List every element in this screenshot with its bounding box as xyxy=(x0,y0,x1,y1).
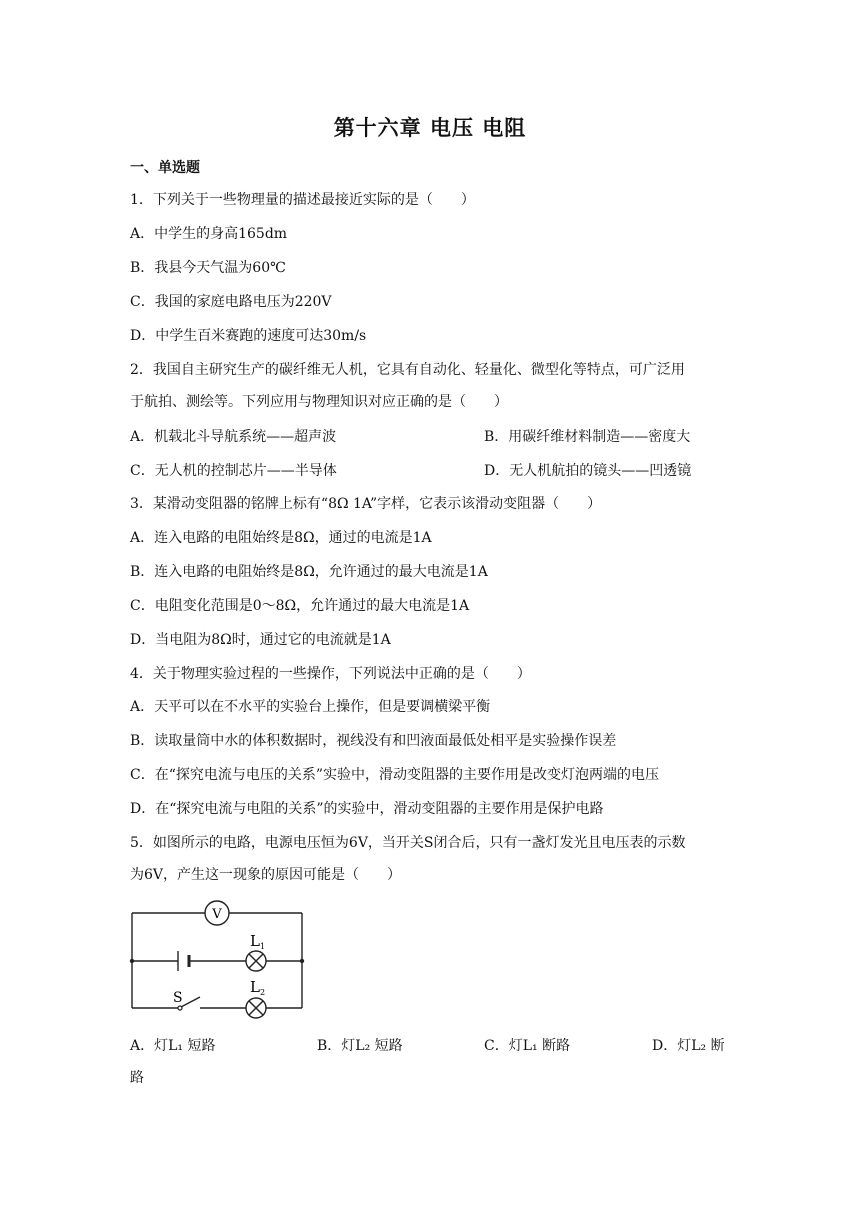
q5-option-b: B．灯L₂ 短路 xyxy=(317,1038,403,1054)
q1-stem: 1．下列关于一些物理量的描述最接近实际的是（ ） xyxy=(130,192,475,208)
q2-option-b: B．用碳纤维材料制造——密度大 xyxy=(484,429,691,445)
q5-stem-line2: 为6V，产生这一现象的原因可能是（ ） xyxy=(130,867,402,883)
q5-option-d: D．灯L₂ 断 xyxy=(652,1038,725,1054)
switch-label: S xyxy=(173,990,183,1006)
section-heading: 一、单选题 xyxy=(130,160,200,176)
q2-option-a: A．机载北斗导航系统——超声波 xyxy=(130,429,337,445)
junction-dot xyxy=(300,959,304,963)
q2-stem-line2: 于航拍、测绘等。下列应用与物理知识对应正确的是（ ） xyxy=(130,394,508,410)
lamp-l1-label: L xyxy=(250,932,260,950)
q1-option-d: D．中学生百米赛跑的速度可达30m/s xyxy=(130,328,367,344)
voltmeter-label: V xyxy=(212,907,222,922)
q4-option-d: D．在“探究电流与电阻的关系”的实验中，滑动变阻器的主要作用是保护电路 xyxy=(130,801,604,817)
q1-option-b: B．我县今天气温为60℃ xyxy=(130,260,286,276)
q3-stem: 3．某滑动变阻器的铭牌上标有“8Ω 1A”字样，它表示该滑动变阻器（ ） xyxy=(130,496,602,512)
q1-option-c: C．我国的家庭电路电压为220V xyxy=(130,294,332,310)
lamp-l2-label: L xyxy=(250,978,260,996)
q5-option-d-wrap: 路 xyxy=(130,1070,144,1086)
q3-option-c: C．电阻变化范围是0～8Ω，允许通过的最大电流是1A xyxy=(130,598,470,614)
lamp-l1-symbol xyxy=(246,951,266,971)
q1-option-a: A．中学生的身高165dm xyxy=(130,226,288,242)
q4-option-a: A．天平可以在不水平的实验台上操作，但是要调横梁平衡 xyxy=(130,699,491,715)
q2-option-c: C．无人机的控制芯片——半导体 xyxy=(130,463,337,479)
q5-option-a: A．灯L₁ 短路 xyxy=(130,1038,216,1054)
q5-stem-line1: 5．如图所示的电路，电源电压恒为6V，当开关S闭合后，只有一盏灯发光且电压表的示数 xyxy=(130,835,686,851)
chapter-title: 第十六章 电压 电阻 xyxy=(333,116,527,140)
lamp-l1-subscript: 1 xyxy=(260,942,266,951)
junction-dot xyxy=(130,959,134,963)
circuit-diagram xyxy=(126,896,310,1024)
q4-option-c: C．在“探究电流与电压的关系”实验中，滑动变阻器的主要作用是改变灯泡两端的电压 xyxy=(130,767,660,783)
lamp-l2-symbol xyxy=(246,998,266,1018)
q2-stem-line1: 2．我国自主研究生产的碳纤维无人机，它具有自动化、轻量化、微型化等特点，可广泛用 xyxy=(130,362,685,378)
q3-option-b: B．连入电路的电阻始终是8Ω，允许通过的最大电流是1A xyxy=(130,564,488,580)
lamp-l2-subscript: 2 xyxy=(260,988,266,997)
q3-option-d: D．当电阻为8Ω时，通过它的电流就是1A xyxy=(130,632,391,648)
battery-symbol xyxy=(178,951,189,971)
q2-option-d: D．无人机航拍的镜头——凹透镜 xyxy=(484,463,692,479)
q5-option-c: C．灯L₁ 断路 xyxy=(484,1038,571,1054)
q4-option-b: B．读取量筒中水的体积数据时，视线没有和凹液面最低处相平是实验操作误差 xyxy=(130,733,617,749)
q4-stem: 4．关于物理实验过程的一些操作，下列说法中正确的是（ ） xyxy=(130,666,531,682)
q3-option-a: A．连入电路的电阻始终是8Ω，通过的电流是1A xyxy=(130,530,432,546)
